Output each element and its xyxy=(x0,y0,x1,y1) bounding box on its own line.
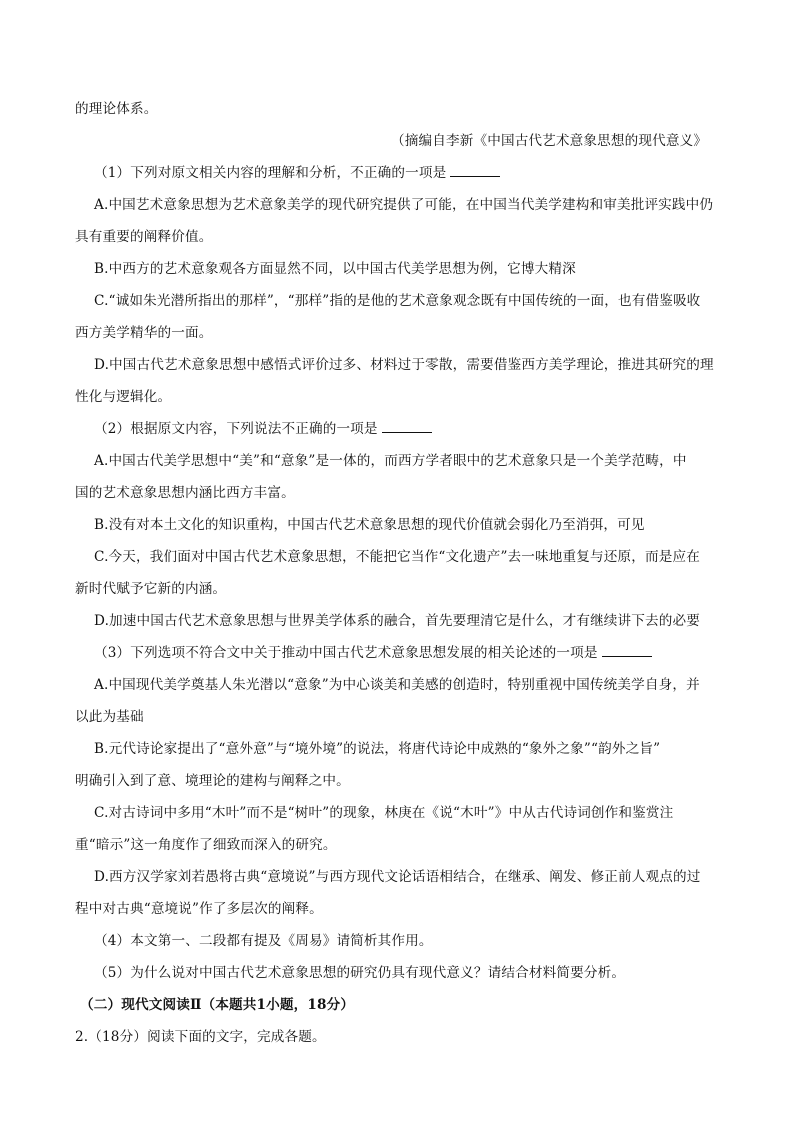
option-d-line: D.西方汉学家刘若愚将古典“意境说”与西方现代文论话语相结合，在继承、阐发、修正前人观点的过 xyxy=(94,869,701,885)
question-5: （5）为什么说对中国古代艺术意象思想的研究仍具有现代意义？请结合材料简要分析。 xyxy=(94,965,626,981)
question-3-text: （3）下列选项不符合文中关于推动中国古代艺术意象思想发展的相关论述的一项是 xyxy=(94,645,598,661)
section-heading: （二）现代文阅读Ⅱ（本题共1小题，18分） xyxy=(80,997,355,1013)
option-c-line: 新时代赋予它新的内涵。 xyxy=(75,581,227,597)
question-2-stem xyxy=(94,420,432,438)
answer-blank xyxy=(602,644,652,657)
option-c-line: C.“诚如朱光潜所指出的那样”，“那样”指的是他的艺术意象观念既有中国传统的一面，也有借鉴吸收 xyxy=(94,293,701,309)
option-a-line: 以此为基础 xyxy=(75,709,144,725)
option-c-line: 西方美学精华的一面。 xyxy=(75,325,213,341)
option-b-line: 明确引入到了意、境理论的建构与阐释之中。 xyxy=(75,773,350,789)
option-a-line: 国的艺术意象思想内涵比西方丰富。 xyxy=(75,485,295,501)
option-d-line: 程中对古典“意境说”作了多层次的阐释。 xyxy=(75,901,323,917)
question-2-text: （2）根据原文内容，下列说法不正确的一项是 xyxy=(94,421,378,437)
option-a-line: A.中国古代美学思想中“美”和“意象”是一体的，而西方学者眼中的艺术意象只是一个美学范畴，中 xyxy=(94,453,687,469)
question-2-instruction: 2.（18分）阅读下面的文字，完成各题。 xyxy=(75,1029,326,1045)
option-c-line: 重“暗示”这一角度作了细致而深入的研究。 xyxy=(75,837,337,853)
option-a-line: A.中国艺术意象思想为艺术意象美学的现代研究提供了可能，在中国当代美学建构和审美批评实践中仍 xyxy=(94,197,714,213)
answer-blank xyxy=(450,164,500,177)
question-4: （4）本文第一、二段都有提及《周易》请简析其作用。 xyxy=(94,933,433,949)
option-b-line: B.元代诗论家提出了“意外意”与“境外境”的说法，将唐代诗论中成熟的“象外之象”“韵外之旨” xyxy=(94,741,661,757)
option-a-line: 具有重要的阐释价值。 xyxy=(75,229,213,245)
option-d-line: 性化与逻辑化。 xyxy=(75,389,172,405)
option-a-line: A.中国现代美学奠基人朱光潜以“意象”为中心谈美和美感的创造时，特别重视中国传统美学自身，并 xyxy=(94,677,700,693)
source-citation: （摘编自李新《中国古代艺术意象思想的现代意义》 xyxy=(391,133,708,149)
option-d-line: D.加速中国古代艺术意象思想与世界美学体系的融合，首先要理清它是什么，才有继续讲下去的必要 xyxy=(94,613,701,629)
option-b-line: B.没有对本土文化的知识重构，中国古代艺术意象思想的现代价值就会弱化乃至消弭，可见 xyxy=(94,517,645,533)
option-b-line: B.中西方的艺术意象观各方面显然不同，以中国古代美学思想为例，它博大精深 xyxy=(94,261,576,277)
question-1-stem xyxy=(94,164,500,182)
option-c-line: C.今天，我们面对中国古代艺术意象思想，不能把它当作“文化遗产”去一味地重复与还原，而是应在 xyxy=(94,549,700,565)
answer-blank xyxy=(382,420,432,433)
text-line: 的理论体系。 xyxy=(75,101,158,117)
question-3-stem xyxy=(94,644,652,662)
question-1-text: （1）下列对原文相关内容的理解和分析，不正确的一项是 xyxy=(94,165,447,181)
option-d-line: D.中国古代艺术意象思想中感悟式评价过多、材料过于零散，需要借鉴西方美学理论，推进其研究的理 xyxy=(94,357,714,373)
option-c-line: C.对古诗词中多用“木叶”而不是“树叶”的现象，林庚在《说“木叶”》中从古代诗词创作和鉴赏注 xyxy=(94,805,674,821)
